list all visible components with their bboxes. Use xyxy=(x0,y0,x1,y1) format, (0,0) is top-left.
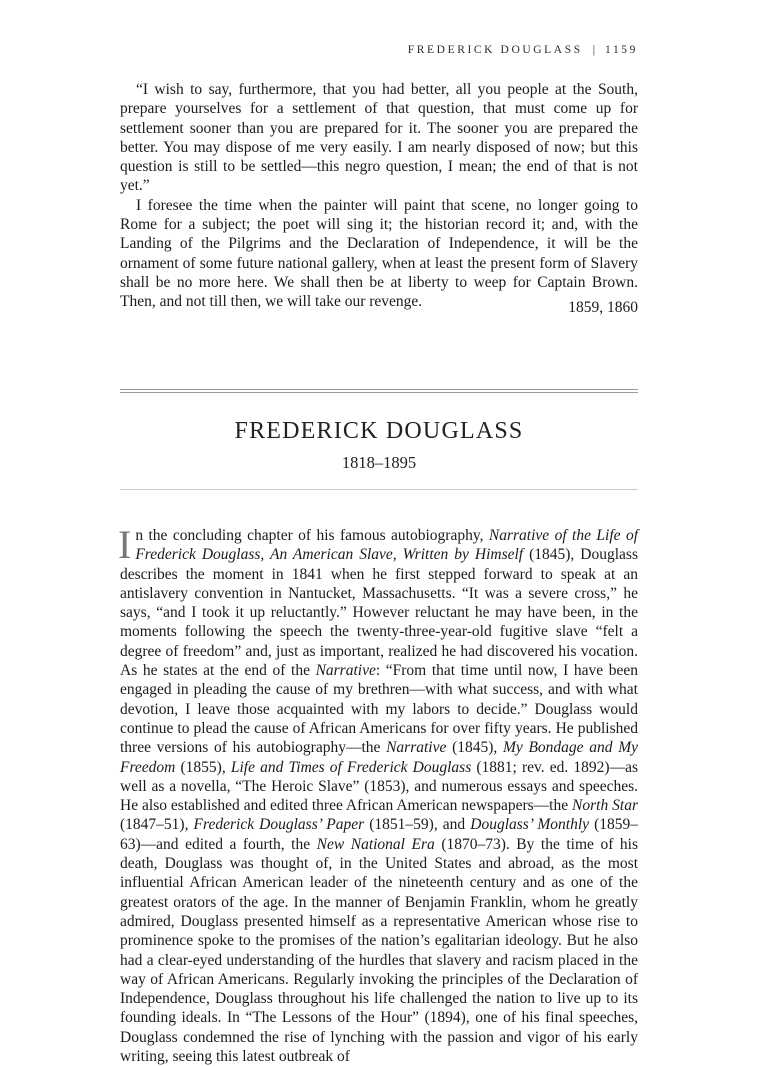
intro-essay xyxy=(118,522,639,1066)
quote-paragraph-2: I foresee the time when the painter will paint that scene, no longer going to Rome for a subject; the poet will sing it; the historian record it; and, with the Landing of the Pilgrims and the Declaration of Independence, it will be the ornament of some future national gallery, when at least the present form of Slavery shall be no more here. We shall then be at liberty to weep for Captain Brown. Then, and not till then, we will take our revenge. xyxy=(120,196,638,311)
intro-text: (1870–73). By the time of his death, Douglass was thought of, in the United States and abroad, as the most influential African American leader of the nineteenth century and as one of the greatest orators of the age. In the manner of Benjamin Franklin, whom he greatly admired, Douglass presented himself as a representative American whose rise to prominence spoke to the promises of the nation’s egalitarian ideology. But he also had a clear-eyed understanding of the hurdles that slavery and racism placed in the way of African Americans. Regularly invoking the principles of the Declaration of Independence, Douglass throughout his life challenged the nation to live up to its founding ideals. In “The Lessons of the Hour” (1894), one of his final speeches, Douglass condemned the rise of lynching with the passion and vigor of his early writing, seeing this latest outbreak of xyxy=(120,835,638,1066)
running-head xyxy=(120,44,638,56)
intro-text: (1859–63)—and edited a fourth, the xyxy=(120,816,638,853)
newspaper-title: North Star xyxy=(572,797,638,815)
intro-text: (1845), xyxy=(446,739,503,757)
speech-date: 1859, 1860 xyxy=(568,299,638,316)
running-head-author: FREDERICK DOUGLASS xyxy=(407,44,583,56)
intro-paragraph xyxy=(118,522,639,1066)
section-years: 1818–1895 xyxy=(341,453,417,472)
book-title: Narrative xyxy=(315,662,376,680)
newspaper-title: Douglass’ Monthly xyxy=(470,816,589,834)
section-divider xyxy=(120,389,638,393)
section-title: FREDERICK DOUGLASS xyxy=(234,418,524,444)
book-title: Life and Times of Frederick Douglass xyxy=(230,758,472,776)
drop-cap: I xyxy=(118,522,132,567)
book-title: Narrative xyxy=(386,739,447,757)
running-head-separator: | xyxy=(592,44,596,56)
intro-text: (1845), Douglass describes the moment in 1841 when he first stepped forward to speak at an antislavery convention in Nantucket, Massachusetts. “It was a severe cross,” he says, “and I took it up reluctantly.” However reluctant he may have been, in the moments following the speech the twenty-three-year-old fugitive slave “felt a degree of freedom” and, just as important, realized he had discovered his vocation. As he states at the end of the xyxy=(120,546,638,680)
book-title: Narrative of the Life of Frederick Douglass, An American Slave, Written by Himself xyxy=(135,527,639,564)
intro-text: (1881; rev. ed. 1892)—as well as a novella, “The Heroic Slave” (1853), and numerous essays and speeches. He also established and edited three African American newspapers—the xyxy=(120,758,638,815)
quote-paragraph-1: “I wish to say, furthermore, that you had better, all you people at the South, prepare yourselves for a settlement of that question, that must come up for settlement sooner than you are prepared for it. The sooner you are prepared the better. You may dispose of me very easily. I am nearly disposed of now; but this question is still to be settled—this negro question, I mean; the end of that is not yet.” xyxy=(120,81,638,195)
newspaper-title: New National Era xyxy=(316,835,435,853)
intro-text: (1855), xyxy=(175,758,231,776)
book-title: My Bondage and My Freedom xyxy=(120,739,638,776)
quoted-speech xyxy=(120,80,638,312)
intro-text: (1847–51), xyxy=(120,816,194,834)
header-rule xyxy=(120,489,638,490)
intro-text: : “From that time until now, I have been engaged in pleading the cause of my brethren—with what success, and with what devotion, I leave those acquainted with my labors to decide.” Douglass would continue to plead the cause of African Americans for over fifty years. He published three versions of his autobiography—the xyxy=(120,662,638,757)
intro-text: (1851–59), and xyxy=(364,816,471,834)
newspaper-title: Frederick Douglass’ Paper xyxy=(193,816,365,834)
page-number: 1159 xyxy=(605,44,638,56)
intro-text: n the concluding chapter of his famous autobiography, xyxy=(135,527,489,544)
